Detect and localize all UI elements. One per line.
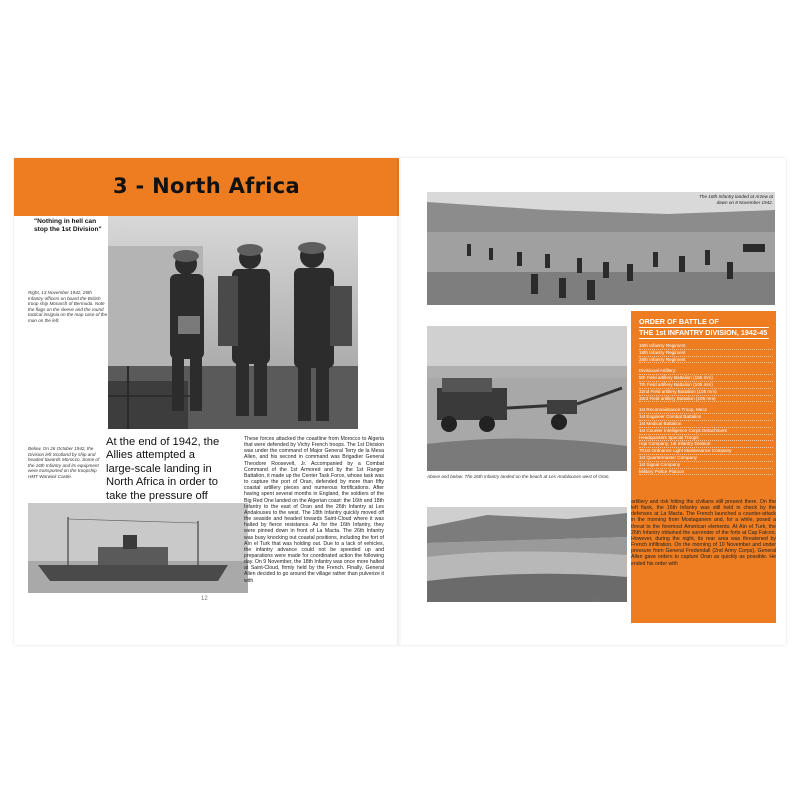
photo-officers-on-ship — [108, 216, 358, 429]
list-item: 1st Engineer Combat Battalion — [639, 414, 773, 421]
list-item: 1st Medical Battalion — [639, 421, 773, 428]
photo-truck-artillery — [427, 326, 627, 471]
list-item: 1st Quartermaster Company — [639, 455, 773, 462]
page-number-left: 12 — [201, 596, 208, 602]
body-text-left: These forces attacked the coastline from Morocco to Algeria that were defended by Vichy French troops. The 1st Division was under the command of Major General Terry de la Mesa Allen, and his second in command was Brigadier General Theodore Roosevelt, Jr. Accompanied by a Combat Command of the 1st Armored and by the 1st Ranger Battalion, it made up the Center Task Force, whose task was to capture the port of Oran, defended by more than fifty coastal artillery pieces and numerous fortifications. After having spent several months in England, the soldiers of the Big Red One landed on the Algerian coast: the 16th and 18th Infantry to the east of Oran and the 26th Infantry at Les Andalouses to the west. The 18th Infantry quickly moved off the seaside and headed towards Saint-Cloud where it was halted by fierce resistance. As for the 16th Infantry, they were pinned down in front of La Macta. The 26th Infantry was busy knocking out coastal positions, including the fort of Aïn el Turk that was holding out. Due to a lack of vehicles, the infantry advance could not be speeded up and preparations were made for coordinated action the following day. On 9 November, the 18th Infantry was once more halted at Saint-Cloud, firmly held by the French. Finally, General Allen decided to go around the village rather than pulverize it with — [244, 436, 384, 584]
order-of-battle-list — [639, 343, 773, 475]
chapter-banner — [14, 158, 399, 216]
caption-les-andalouses: Above and below. The 26th Infantry landed on the beach at Les Andalouses west of Oran. — [427, 474, 610, 479]
caption-officers: Right, 13 November 1942, 26th Infantry officers on board the British troop ship Monarch of Bermuda. Note the flags on the sleeve and the round tactical insignia on the map case of the man on the left. — [28, 290, 108, 323]
chapter-title: 3 - North Africa — [113, 174, 300, 198]
list-item: 701st Ordnance Light Maintenance Company — [639, 448, 773, 455]
page-number-right: 13 — [593, 598, 600, 604]
photo-coastline — [427, 507, 627, 602]
list-item: 33rd Field artillery Battalion (105 mm) — [639, 396, 773, 403]
right-page — [401, 158, 786, 645]
magazine-spread — [14, 158, 786, 645]
photo-troopship — [28, 503, 248, 593]
order-of-battle-title-line1: ORDER OF BATTLE OF — [639, 317, 769, 328]
body-text-right: artillery and risk hitting the civilians still present there. On the left flank, the 16th Infantry was still held in check by the defenses at La Macta. The French launched a counter-attack in the morning from Mostaganem and, for a while, posed a threat to the foremost American elements. At Aïn el Turk, the 26th Infantry obtained the surrender of the forts at Cap Falcon. However, during the night, its rear area was threatened by French infiltration. On the morning of 10 November and under pressure from General Fredendall (2nd Army Corps), General Allen gave orders to capture Oran as quickly as possible. He ended his order with — [631, 499, 776, 567]
list-item: Headquarters Special Troops — [639, 435, 773, 442]
list-item: 26th Infantry Regiment — [639, 357, 773, 364]
caption-arzew: The 16th Infantry landed at Arzew at dawn on 8 November 1942. — [699, 194, 773, 205]
order-of-battle-box — [631, 311, 776, 623]
list-item: Military Police Platoon — [639, 469, 773, 476]
list-item: 32nd Field artillery Battalion (105 mm) — [639, 389, 773, 396]
caption-troopship: Below. On 26 October 1942, the Division left Scotland by ship and headed towards Morocco. Some of the 16th Infantry and its equipment were transported on the troopship HMT Warwick Castle. — [28, 446, 100, 479]
list-item: 5th Field artillery Battalion (155 mm) — [639, 375, 773, 382]
list-item: Divisional Artillery: — [639, 368, 773, 375]
order-of-battle-title — [639, 317, 769, 339]
list-item: 1st Signal Company — [639, 462, 773, 469]
lead-paragraph: At the end of 1942, the Allies attempted a large-scale landing in North Africa in order to take the pressure off — [106, 436, 220, 502]
list-item: 18th Infantry Regiment — [639, 350, 773, 357]
photo-arzew-landing — [427, 192, 775, 305]
list-item: 1st Reconnaissance Troop, Mecz — [639, 407, 773, 414]
list-item: 1st Counter Intelligence Corps Detachment — [639, 428, 773, 435]
list-item: 7th Field artillery Battalion (105 mm) — [639, 382, 773, 389]
list-item: 16th Infantry Regiment — [639, 343, 773, 350]
left-page — [14, 158, 399, 645]
list-item: Hqs Company, 1st Infantry Division — [639, 441, 773, 448]
order-of-battle-title-line2: THE 1st INFANTRY DIVISION, 1942-45 — [639, 328, 768, 337]
pull-quote: "Nothing in hell can stop the 1st Division" — [34, 218, 102, 233]
